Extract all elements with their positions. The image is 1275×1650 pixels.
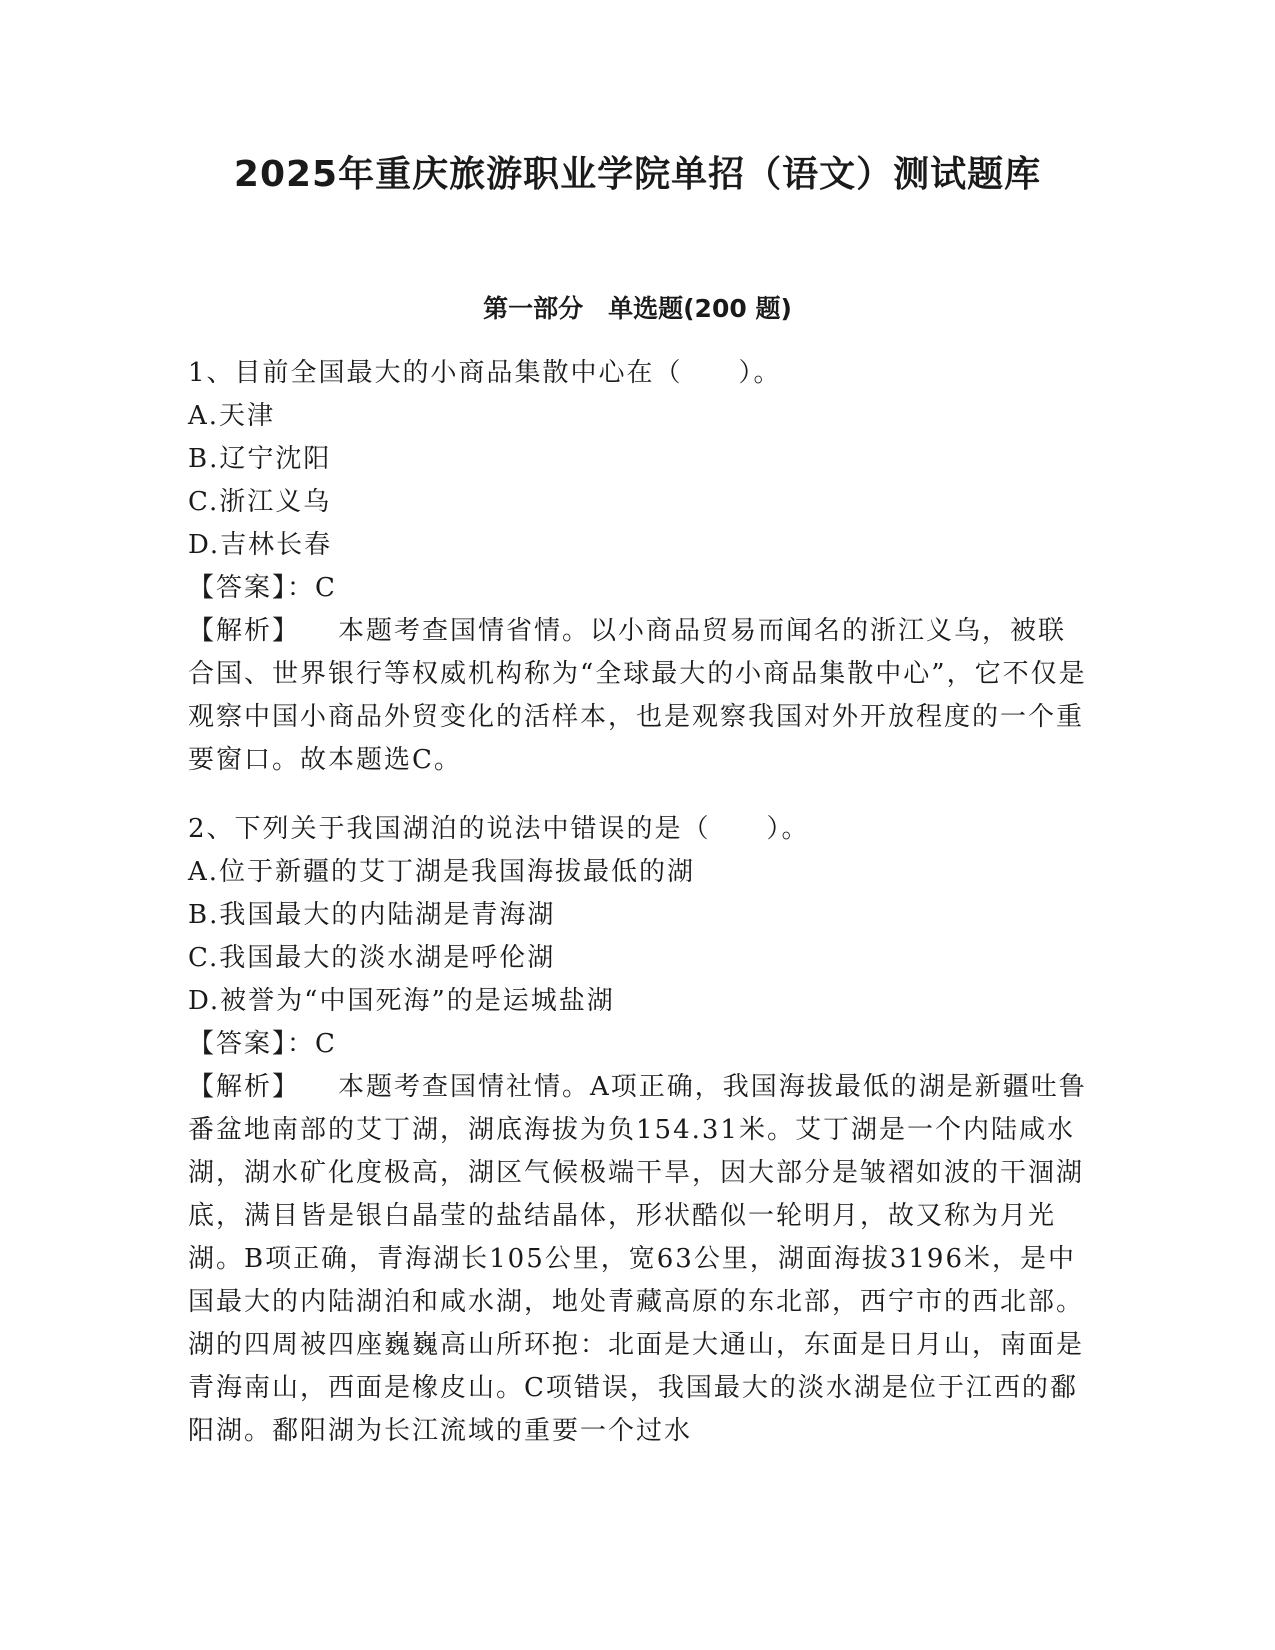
option-c: C.我国最大的淡水湖是呼伦湖 [188, 943, 556, 973]
option-b: B.我国最大的内陆湖是青海湖 [188, 900, 556, 930]
option-a: A.天津 [188, 401, 276, 431]
analysis-paragraph [188, 610, 1088, 782]
question-1 [188, 352, 1088, 782]
answer-tag: 【答案】： [188, 1029, 316, 1059]
option-b: B.辽宁沈阳 [188, 444, 332, 474]
analysis-text: 本题考查国情省情。以小商品贸易而闻名的浙江义乌，被联合国、世界银行等权威机构称为“全球最大的小商品集散中心”，它不仅是观察中国小商品外贸变化的活样本，也是观察我国对外开放程度的一个重要窗口。故本题选C。 [188, 616, 1087, 775]
option-d: D.吉林长春 [188, 530, 333, 560]
section-heading: 第一部分 单选题(200 题) [483, 294, 792, 323]
question-stem: 1、目前全国最大的小商品集散中心在（ ）。 [188, 358, 782, 388]
analysis-paragraph [188, 1066, 1088, 1453]
analysis-tag: 【解析】 [188, 616, 301, 646]
analysis-tag: 【解析】 [188, 1072, 301, 1102]
answer-line [188, 567, 1088, 610]
option-c: C.浙江义乌 [188, 487, 332, 517]
analysis-text: 本题考查国情社情。A项正确，我国海拔最低的湖是新疆吐鲁番盆地南部的艾丁湖，湖底海拔为负154.31米。艾丁湖是一个内陆咸水湖，湖水矿化度极高，湖区气候极端干旱，因大部分是皱褶如波的干涸湖底，满目皆是银白晶莹的盐结晶体，形状酷似一轮明月，故又称为月光湖。B项正确，青海湖长105公里，宽63公里，湖面海拔3196米，是中国最大的内陆湖泊和咸水湖，地处青藏高原的东北部，西宁市的西北部。湖的四周被四座巍巍高山所环抱：北面是大通山，东面是日月山，南面是青海南山，西面是橡皮山。C项错误，我国最大的淡水湖是位于江西的鄱阳湖。鄱阳湖为长江流域的重要一个过水 [188, 1072, 1087, 1446]
option-a: A.位于新疆的艾丁湖是我国海拔最低的湖 [188, 857, 696, 887]
document-title: 2025年重庆旅游职业学院单招（语文）测试题库 [233, 154, 1042, 195]
answer-tag: 【答案】： [188, 573, 316, 603]
option-d: D.被誉为“中国死海”的是运城盐湖 [188, 986, 615, 1016]
answer-value: C [315, 573, 337, 603]
question-stem: 2、下列关于我国湖泊的说法中错误的是（ ）。 [188, 814, 810, 844]
question-2 [188, 808, 1088, 1453]
answer-line [188, 1023, 1088, 1066]
answer-value: C [315, 1029, 337, 1059]
